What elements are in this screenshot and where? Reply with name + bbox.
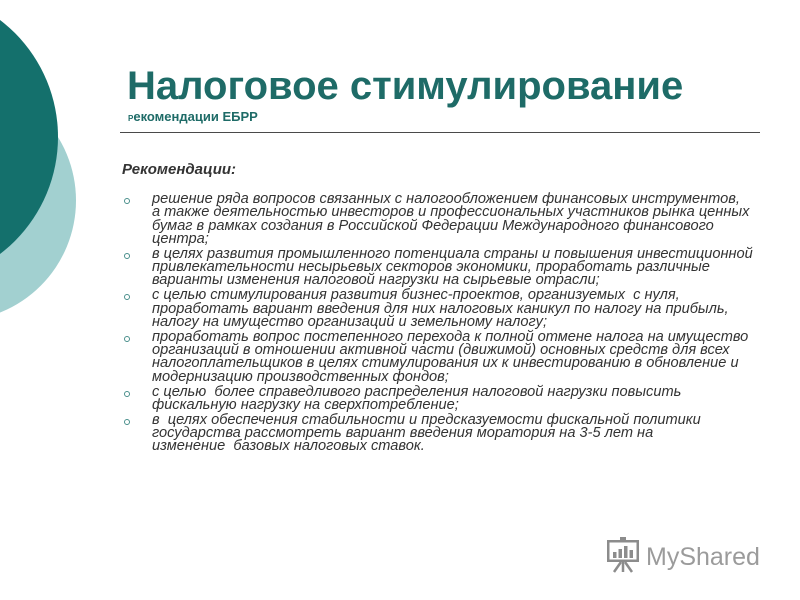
slide-title: Налоговое стимулирование [127, 64, 684, 108]
stand-leg [625, 562, 632, 572]
bullet-item-line: центра; [152, 230, 209, 247]
chart-bar [630, 550, 634, 558]
stand-leg [614, 562, 621, 572]
bullet-item-line: государства рассмотреть вариант введения моратория на 3-5 лет на [152, 425, 654, 442]
bullet-item-line: организаций в отношении активной части (движимой) основных средств для всех [152, 342, 730, 359]
chart-bar [613, 552, 617, 558]
bullet-item-line: бумаг в рамках создания в Российской Федерации Международного финансового [152, 217, 714, 234]
bullet-item-line: решение ряда вопросов связанных с налогообложением финансовых инструментов, [152, 191, 740, 207]
bullet-item [122, 289, 762, 329]
bullet-item-line: с целью стимулирования развития бизнес-проектов, организуемых с нуля, [152, 287, 680, 304]
bullet-item-line: изменение базовых налоговых ставок. [152, 438, 425, 455]
bullet-item [122, 328, 762, 385]
chart-bar [624, 546, 628, 558]
presentation-board-icon [606, 537, 640, 573]
section-heading: Рекомендации: [122, 161, 237, 178]
watermark-logo [606, 537, 766, 575]
bullet-item-line: проработать вопрос постепенного перехода к полной отмене налога на имущество [152, 328, 749, 345]
bullet-item [122, 383, 762, 413]
chart-bar [619, 549, 623, 558]
watermark-text: MyShared [646, 543, 760, 571]
recommendations-list [122, 193, 762, 454]
bullet-item-line: проработать вариант введения для них налоговых каникул по налогу на прибыль, [152, 300, 729, 317]
board-hanger [620, 537, 626, 540]
bullet-item-line: налогу на имущество организаций и земельному налогу; [152, 313, 548, 330]
bullet-item-line: налогоплательщиков в целях стимулирования их к инвестированию в обновление и [152, 355, 739, 372]
bullet-item-line: в целях развития промышленного потенциала страны и повышения инвестиционной [152, 245, 753, 262]
bullet-item [122, 193, 762, 246]
title-divider [120, 132, 760, 133]
bullet-item-line: с целью более справедливого распределения налоговой нагрузки повысить [152, 383, 682, 400]
hollow-circle-bullet-icon [124, 253, 130, 259]
hollow-circle-bullet-icon [124, 419, 130, 425]
bullet-item-line: фискальную нагрузку на сверхпотребление; [152, 396, 459, 413]
bullet-item [122, 411, 762, 455]
slide-subtitle: Рекомендации ЕБРР [128, 109, 258, 124]
bullet-item [122, 245, 762, 289]
bullet-item-line: варианты изменения налоговой нагрузки на сырьевые отрасли; [152, 272, 600, 289]
board-frame [608, 541, 638, 561]
bullet-item-line: модернизацию производственных фондов; [152, 368, 449, 385]
bullet-item-line: в целях обеспечения стабильности и предсказуемости фискальной политики [152, 411, 701, 428]
bullet-item-line: а также деятельностью инвесторов и профессиональных участников рынка ценных [152, 204, 750, 221]
hollow-circle-bullet-icon [124, 391, 130, 397]
hollow-circle-bullet-icon [124, 294, 130, 300]
bullet-item-line: привлекательности несырьевых секторов экономики, проработать различные [152, 259, 710, 276]
hollow-circle-bullet-icon [124, 198, 130, 204]
hollow-circle-bullet-icon [124, 336, 130, 342]
